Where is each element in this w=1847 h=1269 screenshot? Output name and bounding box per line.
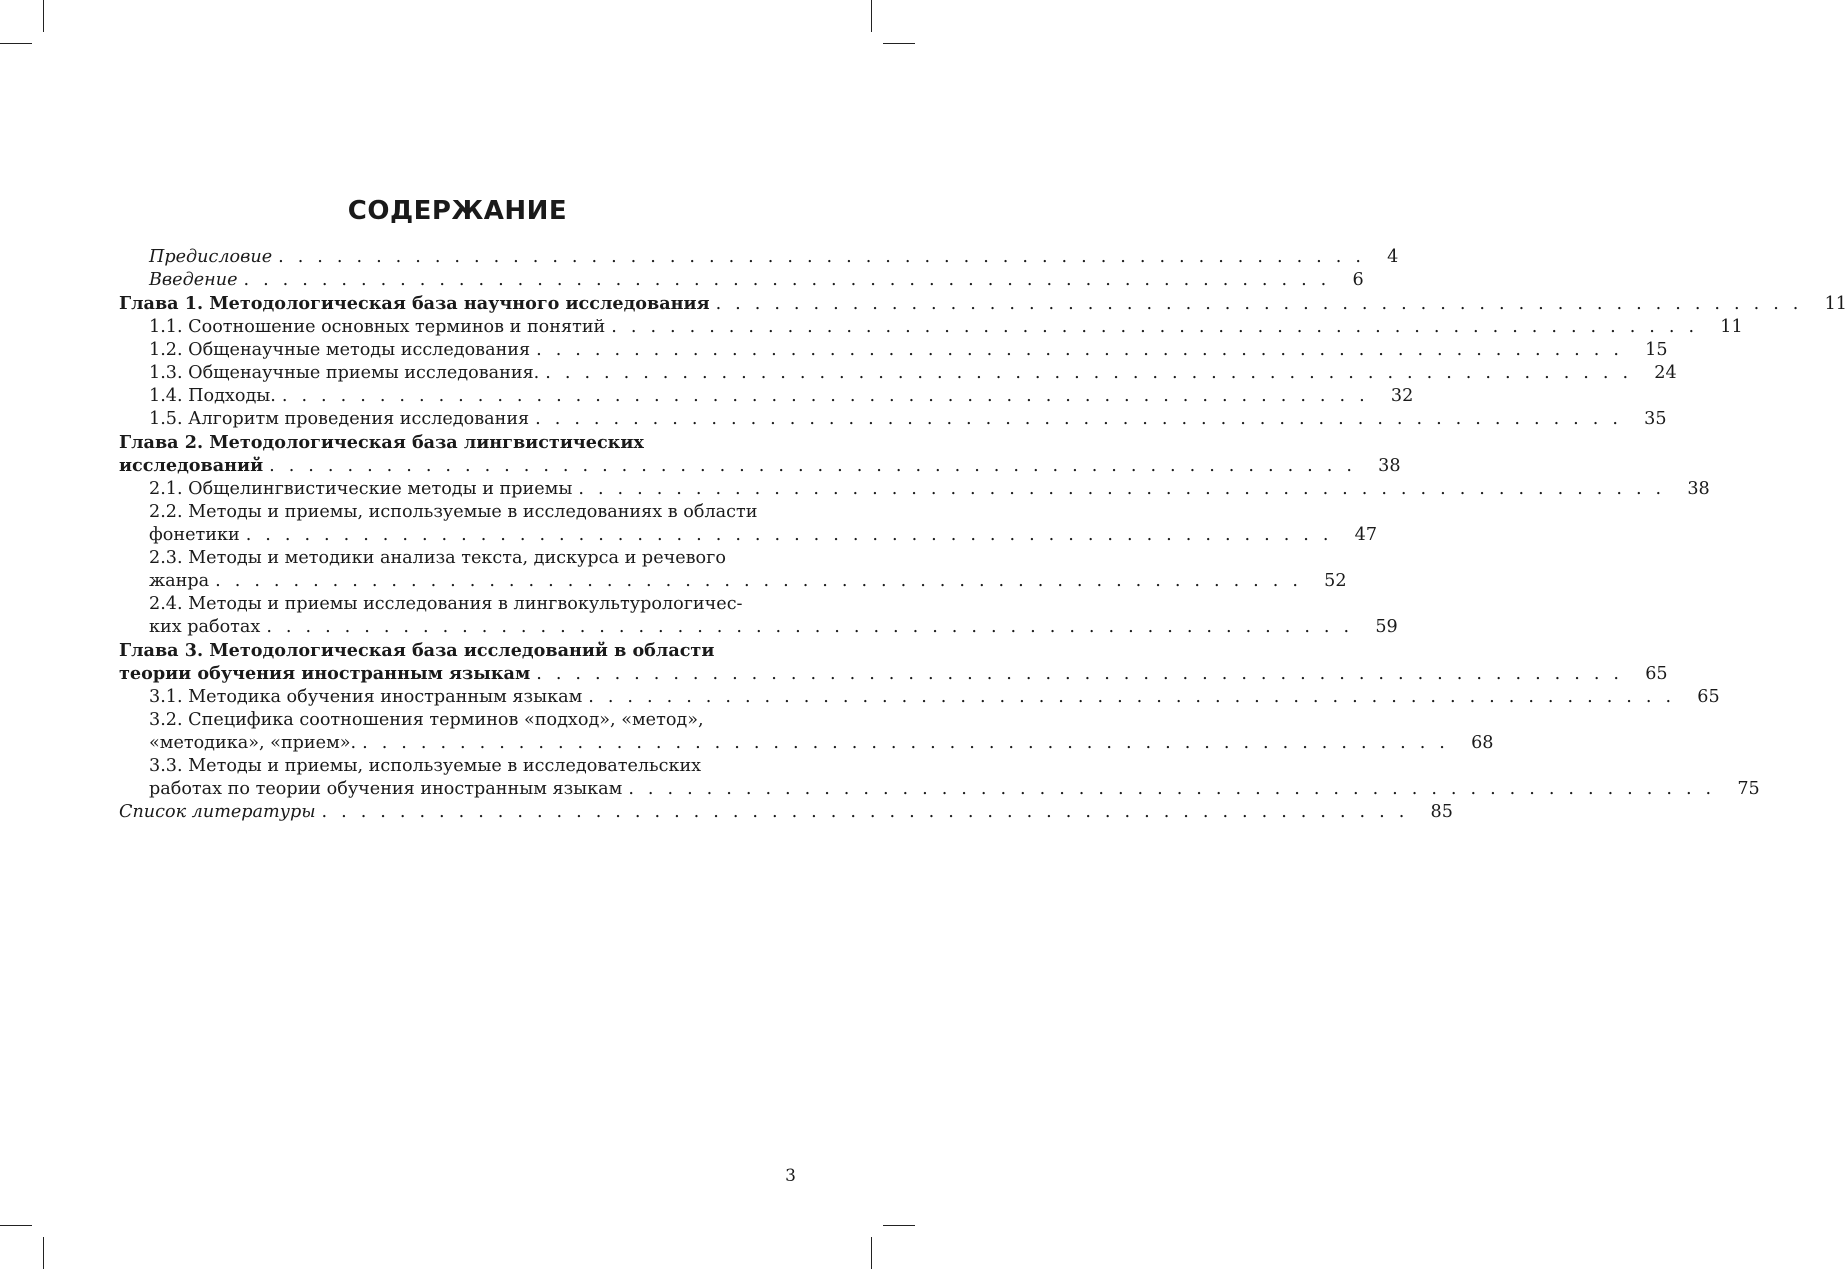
leader-dots: . . . . . . . . . . . . . . . . . . . . . . . . . . . . . . . . . . . . . . . . . . . . . . . . . . . . . . . . — [715, 294, 1803, 314]
toc-page-number: 38 — [1687, 479, 1710, 499]
crop-mark — [43, 0, 44, 32]
leader-dots: . . . . . . . . . . . . . . . . . . . . . . . . . . . . . . . . . . . . . . . . . . . . . . . . . . . . . . . . — [321, 802, 1409, 822]
toc-entry-section-1-4[interactable] — [119, 385, 1414, 408]
toc-entry-label: 2.1. Общелингвистические методы и приемы — [149, 479, 573, 499]
toc-page-number: 65 — [1645, 664, 1668, 684]
crop-mark — [883, 1225, 915, 1226]
toc-page-number: 6 — [1352, 270, 1364, 290]
toc-entry-introduction[interactable] — [119, 269, 1364, 292]
toc-page-number: 85 — [1430, 802, 1453, 822]
toc-entry-chapter-1[interactable] — [119, 292, 1847, 316]
toc-entry-section-2-4[interactable] — [119, 593, 1398, 639]
toc-page-number: 68 — [1471, 733, 1494, 753]
table-of-contents — [119, 246, 1847, 824]
toc-entry-section-2-2[interactable] — [119, 501, 1378, 547]
leader-dots: . . . . . . . . . . . . . . . . . . . . . . . . . . . . . . . . . . . . . . . . . . . . . . . . . . . . . . . . — [266, 617, 1354, 637]
leader-dots: . . . . . . . . . . . . . . . . . . . . . . . . . . . . . . . . . . . . . . . . . . . . . . . . . . . . . . . . — [545, 363, 1633, 383]
toc-page-number: 75 — [1737, 779, 1760, 799]
toc-entry-label: 1.5. Алгоритм проведения исследования — [149, 409, 530, 429]
toc-entry-label: 1.4. Подходы. — [149, 386, 276, 406]
toc-entry-label-line: 3.3. Методы и приемы, используемые в исследовательских — [149, 756, 702, 776]
leader-dots: . . . . . . . . . . . . . . . . . . . . . . . . . . . . . . . . . . . . . . . . . . . . . . . . . . . . . . . . — [628, 779, 1716, 799]
toc-entry-label: теории обучения иностранным языкам — [119, 663, 531, 684]
toc-entry-bibliography[interactable] — [119, 801, 1453, 824]
toc-entry-label: Введение — [149, 270, 238, 290]
toc-page-number: 38 — [1378, 456, 1401, 476]
toc-entry-label: жанра — [149, 571, 210, 591]
toc-entry-label: Предисловие — [149, 247, 273, 267]
toc-entry-preface[interactable] — [119, 246, 1399, 269]
toc-page-number: 35 — [1644, 409, 1667, 429]
leader-dots: . . . . . . . . . . . . . . . . . . . . . . . . . . . . . . . . . . . . . . . . . . . . . . . . . . . . . . . . — [245, 525, 1333, 545]
crop-mark — [0, 1225, 32, 1226]
toc-page-number: 15 — [1645, 340, 1668, 360]
toc-entry-label: 1.1. Соотношение основных терминов и понятий — [149, 317, 606, 337]
toc-entry-section-1-3[interactable] — [119, 362, 1677, 385]
leader-dots: . . . . . . . . . . . . . . . . . . . . . . . . . . . . . . . . . . . . . . . . . . . . . . . . . . . . . . . . — [536, 340, 1624, 360]
toc-page-number: 32 — [1390, 386, 1414, 406]
crop-mark — [883, 43, 915, 44]
toc-entry-section-2-3[interactable] — [119, 547, 1347, 593]
toc-entry-label: Глава 1. Методологическая база научного исследования — [119, 293, 710, 314]
toc-entry-label: «методика», «прием». — [149, 733, 357, 753]
toc-entry-label: 1.3. Общенаучные приемы исследования. — [149, 363, 540, 383]
toc-page-number: 65 — [1697, 687, 1720, 707]
leader-dots: . . . . . . . . . . . . . . . . . . . . . . . . . . . . . . . . . . . . . . . . . . . . . . . . . . . . . . . . — [611, 317, 1699, 337]
toc-entry-section-1-1[interactable] — [119, 316, 1743, 339]
toc-entry-label-line: Глава 3. Методологическая база исследований в области — [119, 640, 715, 661]
crop-mark — [871, 1237, 872, 1269]
leader-dots: . . . . . . . . . . . . . . . . . . . . . . . . . . . . . . . . . . . . . . . . . . . . . . . . . . . . . . . . — [281, 386, 1369, 406]
leader-dots: . . . . . . . . . . . . . . . . . . . . . . . . . . . . . . . . . . . . . . . . . . . . . . . . . . . . . . . . — [243, 270, 1331, 290]
toc-entry-section-3-1[interactable] — [119, 686, 1720, 709]
toc-entry-label-line: Глава 2. Методологическая база лингвистических — [119, 432, 644, 453]
page-number: 3 — [785, 1166, 796, 1186]
toc-entry-label: 3.1. Методика обучения иностранным языкам — [149, 687, 583, 707]
crop-mark — [0, 43, 32, 44]
leader-dots: . . . . . . . . . . . . . . . . . . . . . . . . . . . . . . . . . . . . . . . . . . . . . . . . . . . . . . . . — [535, 409, 1623, 429]
toc-entry-chapter-2[interactable] — [119, 431, 1401, 478]
page-title: СОДЕРЖАНИЕ — [347, 196, 568, 226]
leader-dots: . . . . . . . . . . . . . . . . . . . . . . . . . . . . . . . . . . . . . . . . . . . . . . . . . . . . . . . . — [588, 687, 1676, 707]
toc-page-number: 59 — [1375, 617, 1398, 637]
toc-entry-label: 1.2. Общенаучные методы исследования — [149, 340, 531, 360]
toc-entry-label: работах по теории обучения иностранным языкам — [149, 779, 623, 799]
toc-entry-section-2-1[interactable] — [119, 478, 1710, 501]
toc-entry-label: фонетики — [149, 525, 240, 545]
leader-dots: . . . . . . . . . . . . . . . . . . . . . . . . . . . . . . . . . . . . . . . . . . . . . . . . . . . . . . . . — [362, 733, 1450, 753]
toc-entry-label-line: 2.4. Методы и приемы исследования в лингвокультурологичес- — [149, 594, 743, 614]
toc-entry-section-1-2[interactable] — [119, 339, 1668, 362]
toc-entry-label-line: 2.3. Методы и методики анализа текста, дискурса и речевого — [149, 548, 726, 568]
toc-page-number: 11 — [1720, 317, 1743, 337]
crop-mark — [871, 0, 872, 32]
toc-entry-section-3-2[interactable] — [119, 709, 1494, 755]
leader-dots: . . . . . . . . . . . . . . . . . . . . . . . . . . . . . . . . . . . . . . . . . . . . . . . . . . . . . . . . — [578, 479, 1666, 499]
toc-page-number: 11 — [1824, 294, 1847, 314]
toc-entry-label: ких работах — [149, 617, 261, 637]
toc-entry-label-line: 3.2. Специфика соотношения терминов «подход», «метод», — [149, 710, 704, 730]
leader-dots: . . . . . . . . . . . . . . . . . . . . . . . . . . . . . . . . . . . . . . . . . . . . . . . . . . . . . . . . — [278, 247, 1366, 267]
toc-page-number: 24 — [1654, 363, 1677, 383]
toc-entry-label: Список литературы — [119, 802, 316, 822]
crop-mark — [43, 1237, 44, 1269]
toc-entry-section-3-3[interactable] — [119, 755, 1760, 801]
toc-page-number: 4 — [1387, 247, 1399, 267]
leader-dots: . . . . . . . . . . . . . . . . . . . . . . . . . . . . . . . . . . . . . . . . . . . . . . . . . . . . . . . . — [536, 664, 1624, 684]
toc-page-number: 52 — [1324, 571, 1347, 591]
leader-dots: . . . . . . . . . . . . . . . . . . . . . . . . . . . . . . . . . . . . . . . . . . . . . . . . . . . . . . . . — [215, 571, 1303, 591]
toc-entry-label: исследований — [119, 455, 264, 476]
toc-page-number: 47 — [1354, 525, 1378, 545]
toc-entry-chapter-3[interactable] — [119, 639, 1668, 686]
toc-entry-section-1-5[interactable] — [119, 408, 1667, 431]
toc-entry-label-line: 2.2. Методы и приемы, используемые в исследованиях в области — [149, 502, 758, 522]
leader-dots: . . . . . . . . . . . . . . . . . . . . . . . . . . . . . . . . . . . . . . . . . . . . . . . . . . . . . . . . — [269, 456, 1357, 476]
